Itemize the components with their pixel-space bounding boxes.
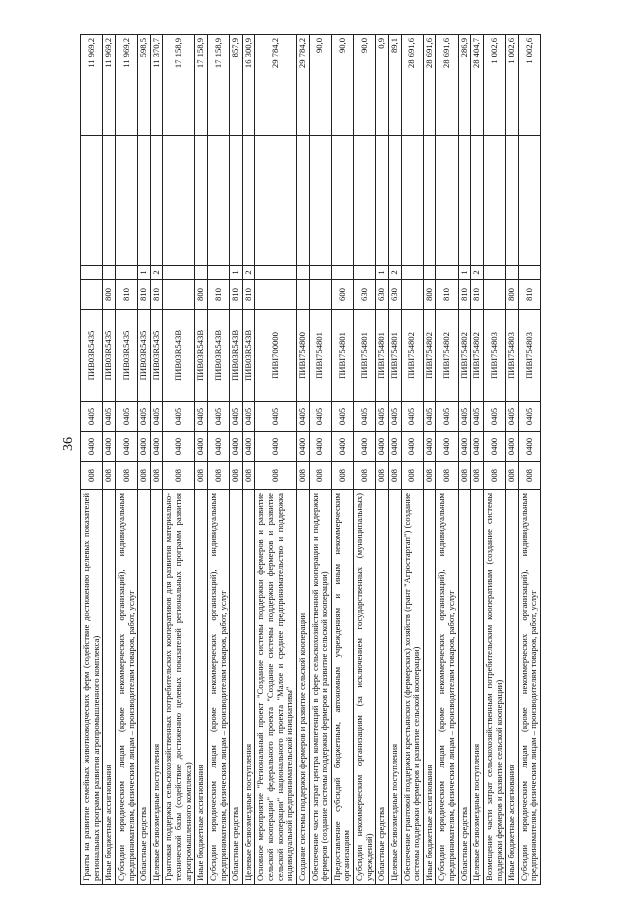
cell-subsection-code: 0405 bbox=[376, 402, 389, 432]
cell-extra bbox=[518, 136, 540, 266]
cell-extra bbox=[150, 136, 163, 266]
cell-funding-source bbox=[115, 266, 137, 280]
table-row bbox=[423, 35, 436, 885]
cell-target-article: ПИВ03R5435 bbox=[150, 310, 163, 402]
cell-description: Областные средства bbox=[138, 490, 151, 885]
cell-target-article: ПИВI754802 bbox=[471, 310, 484, 402]
cell-ministry-code: 008 bbox=[388, 462, 401, 490]
cell-expense-type bbox=[81, 280, 103, 310]
cell-target-article: ПИВI754803 bbox=[518, 310, 540, 402]
cell-extra bbox=[376, 136, 389, 266]
cell-section-code: 0400 bbox=[309, 432, 331, 462]
cell-subsection-code: 0405 bbox=[195, 402, 208, 432]
cell-subsection-code: 0405 bbox=[138, 402, 151, 432]
table-row bbox=[207, 35, 229, 885]
cell-description: Возмещение части затрат сельскохозяйственным потребительским кооперативам (создание системы поддержки фермеров и развитие сельской кооперации) bbox=[483, 490, 505, 885]
cell-funding-source bbox=[195, 266, 208, 280]
cell-target-article: ПИВI754803 bbox=[483, 310, 505, 402]
cell-section-code: 0400 bbox=[138, 432, 151, 462]
cell-funding-source: 1 bbox=[376, 266, 389, 280]
cell-amount: 28 691,6 bbox=[423, 35, 436, 136]
cell-expense-type: 810 bbox=[471, 280, 484, 310]
cell-extra bbox=[401, 136, 423, 266]
cell-target-article: ПИВI754802 bbox=[458, 310, 471, 402]
table-row bbox=[81, 35, 103, 885]
table-row bbox=[483, 35, 505, 885]
cell-section-code: 0400 bbox=[376, 432, 389, 462]
cell-extra bbox=[81, 136, 103, 266]
cell-description: Субсидии юридическим лицам (кроме некоммерческих организаций), индивидуальным предпринимателям, физическим лицам – производителям товаров, работ, услуг bbox=[436, 490, 458, 885]
cell-ministry-code: 008 bbox=[423, 462, 436, 490]
cell-extra bbox=[388, 136, 401, 266]
cell-subsection-code: 0405 bbox=[483, 402, 505, 432]
budget-table-body bbox=[81, 35, 541, 885]
cell-extra bbox=[255, 136, 297, 266]
cell-ministry-code: 008 bbox=[296, 462, 309, 490]
cell-subsection-code: 0405 bbox=[506, 402, 519, 432]
table-row bbox=[518, 35, 540, 885]
cell-target-article: ПИВ03R5435 bbox=[81, 310, 103, 402]
cell-target-article: ПИВI754802 bbox=[436, 310, 458, 402]
cell-description: Областные средства bbox=[230, 490, 243, 885]
cell-section-code: 0400 bbox=[354, 432, 376, 462]
cell-amount: 28 691,6 bbox=[436, 35, 458, 136]
cell-ministry-code: 008 bbox=[242, 462, 255, 490]
cell-expense-type bbox=[483, 280, 505, 310]
cell-amount: 28 691,6 bbox=[401, 35, 423, 136]
table-row bbox=[163, 35, 195, 885]
table-row bbox=[354, 35, 376, 885]
cell-funding-source bbox=[436, 266, 458, 280]
table-row bbox=[506, 35, 519, 885]
cell-description: Создание системы поддержки фермеров и развитие сельской кооперации bbox=[296, 490, 309, 885]
cell-funding-source bbox=[401, 266, 423, 280]
cell-ministry-code: 008 bbox=[506, 462, 519, 490]
cell-ministry-code: 008 bbox=[255, 462, 297, 490]
cell-ministry-code: 008 bbox=[471, 462, 484, 490]
cell-description: Обеспечение части затрат центра компетенций в сфере сельскохозяйственной кооперации и поддержки фермеров (создание системы поддержки фермеров и развитие сельской кооперации) bbox=[309, 490, 331, 885]
table-row bbox=[471, 35, 484, 885]
cell-extra bbox=[309, 136, 331, 266]
cell-expense-type: 800 bbox=[195, 280, 208, 310]
cell-funding-source bbox=[255, 266, 297, 280]
cell-description: Грантовая поддержка сельскохозяйственных потребительских кооперативов для развития материально-технической базы (содействие достижению целевых показателей региональных программ развития агропромышленного комплекса) bbox=[163, 490, 195, 885]
cell-expense-type: 630 bbox=[354, 280, 376, 310]
cell-section-code: 0400 bbox=[388, 432, 401, 462]
cell-subsection-code: 0405 bbox=[150, 402, 163, 432]
cell-amount: 28 404,7 bbox=[471, 35, 484, 136]
cell-description: Областные средства bbox=[458, 490, 471, 885]
cell-funding-source bbox=[309, 266, 331, 280]
budget-table bbox=[80, 34, 541, 885]
cell-amount: 598,5 bbox=[138, 35, 151, 136]
cell-extra bbox=[354, 136, 376, 266]
cell-ministry-code: 008 bbox=[401, 462, 423, 490]
cell-funding-source: 2 bbox=[242, 266, 255, 280]
cell-funding-source bbox=[103, 266, 116, 280]
cell-expense-type bbox=[255, 280, 297, 310]
cell-extra bbox=[195, 136, 208, 266]
cell-section-code: 0400 bbox=[230, 432, 243, 462]
cell-expense-type: 800 bbox=[506, 280, 519, 310]
cell-amount: 17 158,9 bbox=[195, 35, 208, 136]
cell-extra bbox=[471, 136, 484, 266]
table-row bbox=[255, 35, 297, 885]
cell-funding-source: 1 bbox=[138, 266, 151, 280]
cell-amount: 11 969,2 bbox=[81, 35, 103, 136]
cell-amount: 857,9 bbox=[230, 35, 243, 136]
cell-target-article: ПИВ03R5435 bbox=[138, 310, 151, 402]
cell-section-code: 0400 bbox=[471, 432, 484, 462]
cell-section-code: 0400 bbox=[195, 432, 208, 462]
cell-section-code: 0400 bbox=[207, 432, 229, 462]
cell-amount: 1 002,6 bbox=[518, 35, 540, 136]
cell-expense-type bbox=[163, 280, 195, 310]
cell-subsection-code: 0405 bbox=[471, 402, 484, 432]
cell-funding-source bbox=[296, 266, 309, 280]
cell-expense-type bbox=[401, 280, 423, 310]
cell-section-code: 0400 bbox=[242, 432, 255, 462]
cell-funding-source bbox=[506, 266, 519, 280]
cell-expense-type bbox=[309, 280, 331, 310]
table-row bbox=[331, 35, 353, 885]
cell-funding-source bbox=[207, 266, 229, 280]
cell-expense-type: 810 bbox=[115, 280, 137, 310]
cell-extra bbox=[483, 136, 505, 266]
cell-extra bbox=[423, 136, 436, 266]
cell-description: Целевые безвозмездные поступления bbox=[471, 490, 484, 885]
cell-subsection-code: 0405 bbox=[163, 402, 195, 432]
cell-target-article: ПИВI754801 bbox=[388, 310, 401, 402]
cell-subsection-code: 0405 bbox=[242, 402, 255, 432]
cell-section-code: 0400 bbox=[115, 432, 137, 462]
cell-ministry-code: 008 bbox=[331, 462, 353, 490]
cell-amount: 17 158,9 bbox=[163, 35, 195, 136]
cell-amount: 90,0 bbox=[354, 35, 376, 136]
cell-target-article: ПИВ03R5435 bbox=[115, 310, 137, 402]
rotated-table-container bbox=[80, 35, 580, 885]
cell-description: Иные бюджетные ассигнования bbox=[103, 490, 116, 885]
cell-amount: 29 784,2 bbox=[255, 35, 297, 136]
cell-amount: 0,9 bbox=[376, 35, 389, 136]
cell-target-article: ПИВI754801 bbox=[331, 310, 353, 402]
table-row bbox=[115, 35, 137, 885]
cell-target-article: ПИВI754801 bbox=[354, 310, 376, 402]
cell-description: Целевые безвозмездные поступления bbox=[150, 490, 163, 885]
cell-ministry-code: 008 bbox=[436, 462, 458, 490]
cell-funding-source: 2 bbox=[150, 266, 163, 280]
cell-section-code: 0400 bbox=[483, 432, 505, 462]
cell-ministry-code: 008 bbox=[376, 462, 389, 490]
cell-expense-type: 800 bbox=[423, 280, 436, 310]
cell-expense-type: 810 bbox=[138, 280, 151, 310]
cell-ministry-code: 008 bbox=[483, 462, 505, 490]
cell-subsection-code: 0405 bbox=[309, 402, 331, 432]
cell-target-article: ПИВ03R543В bbox=[230, 310, 243, 402]
cell-target-article: ПИВ03R5435 bbox=[103, 310, 116, 402]
cell-subsection-code: 0405 bbox=[331, 402, 353, 432]
table-row bbox=[388, 35, 401, 885]
cell-description: Областные средства bbox=[376, 490, 389, 885]
cell-expense-type: 810 bbox=[518, 280, 540, 310]
cell-section-code: 0400 bbox=[296, 432, 309, 462]
cell-expense-type: 600 bbox=[331, 280, 353, 310]
cell-ministry-code: 008 bbox=[458, 462, 471, 490]
cell-subsection-code: 0405 bbox=[458, 402, 471, 432]
cell-description: Субсидии юридическим лицам (кроме некоммерческих организаций), индивидуальным предпринимателям, физическим лицам – производителям товаров, работ, услуг bbox=[115, 490, 137, 885]
table-row bbox=[436, 35, 458, 885]
cell-funding-source bbox=[354, 266, 376, 280]
cell-target-article: ПИВI754802 bbox=[423, 310, 436, 402]
cell-expense-type bbox=[296, 280, 309, 310]
cell-ministry-code: 008 bbox=[150, 462, 163, 490]
cell-funding-source: 1 bbox=[230, 266, 243, 280]
page-number: 36 bbox=[61, 437, 76, 451]
table-row bbox=[242, 35, 255, 885]
cell-ministry-code: 008 bbox=[354, 462, 376, 490]
cell-description: Субсидии юридическим лицам (кроме некоммерческих организаций), индивидуальным предпринимателям, физическим лицам – производителям товаров, работ, услуг bbox=[518, 490, 540, 885]
cell-description: Целевые безвозмездные поступления bbox=[242, 490, 255, 885]
cell-subsection-code: 0405 bbox=[115, 402, 137, 432]
cell-extra bbox=[230, 136, 243, 266]
cell-subsection-code: 0405 bbox=[388, 402, 401, 432]
cell-expense-type: 810 bbox=[458, 280, 471, 310]
cell-ministry-code: 008 bbox=[138, 462, 151, 490]
cell-target-article: ПИВI700000 bbox=[255, 310, 297, 402]
cell-extra bbox=[103, 136, 116, 266]
cell-ministry-code: 008 bbox=[163, 462, 195, 490]
cell-description: Гранты на развитие семейных животноводческих ферм (содействие достижению целевых показателей региональных программ развития агропромышленного комплекса) bbox=[81, 490, 103, 885]
cell-amount: 11 969,2 bbox=[103, 35, 116, 136]
cell-ministry-code: 008 bbox=[103, 462, 116, 490]
cell-target-article: ПИВI754802 bbox=[401, 310, 423, 402]
cell-ministry-code: 008 bbox=[309, 462, 331, 490]
cell-extra bbox=[436, 136, 458, 266]
cell-subsection-code: 0405 bbox=[207, 402, 229, 432]
cell-section-code: 0400 bbox=[436, 432, 458, 462]
table-row bbox=[150, 35, 163, 885]
table-row bbox=[401, 35, 423, 885]
cell-funding-source bbox=[331, 266, 353, 280]
cell-funding-source bbox=[518, 266, 540, 280]
cell-funding-source bbox=[81, 266, 103, 280]
cell-amount: 29 784,2 bbox=[296, 35, 309, 136]
cell-ministry-code: 008 bbox=[518, 462, 540, 490]
cell-funding-source: 2 bbox=[388, 266, 401, 280]
cell-description: Иные бюджетные ассигнования bbox=[423, 490, 436, 885]
cell-section-code: 0400 bbox=[458, 432, 471, 462]
cell-target-article: ПИВ03R543В bbox=[163, 310, 195, 402]
cell-description: Субсидии юридическим лицам (кроме некоммерческих организаций), индивидуальным предпринимателям, физическим лицам – производителям товаров, работ, услуг bbox=[207, 490, 229, 885]
cell-ministry-code: 008 bbox=[115, 462, 137, 490]
cell-description: Иные бюджетные ассигнования bbox=[506, 490, 519, 885]
cell-extra bbox=[115, 136, 137, 266]
cell-target-article: ПИВ03R543В bbox=[207, 310, 229, 402]
cell-extra bbox=[506, 136, 519, 266]
cell-target-article: ПИВI754800 bbox=[296, 310, 309, 402]
table-row bbox=[296, 35, 309, 885]
cell-section-code: 0400 bbox=[103, 432, 116, 462]
cell-ministry-code: 008 bbox=[230, 462, 243, 490]
cell-description: Целевые безвозмездные поступления bbox=[388, 490, 401, 885]
cell-section-code: 0400 bbox=[150, 432, 163, 462]
cell-extra bbox=[207, 136, 229, 266]
cell-target-article: ПИВI754803 bbox=[506, 310, 519, 402]
cell-expense-type: 630 bbox=[388, 280, 401, 310]
cell-amount: 17 158,9 bbox=[207, 35, 229, 136]
cell-amount: 286,9 bbox=[458, 35, 471, 136]
cell-amount: 11 370,7 bbox=[150, 35, 163, 136]
table-row bbox=[458, 35, 471, 885]
cell-funding-source bbox=[163, 266, 195, 280]
cell-extra bbox=[458, 136, 471, 266]
cell-extra bbox=[163, 136, 195, 266]
table-row bbox=[103, 35, 116, 885]
cell-section-code: 0400 bbox=[163, 432, 195, 462]
cell-extra bbox=[296, 136, 309, 266]
cell-section-code: 0400 bbox=[423, 432, 436, 462]
cell-section-code: 0400 bbox=[81, 432, 103, 462]
cell-subsection-code: 0405 bbox=[354, 402, 376, 432]
cell-extra bbox=[331, 136, 353, 266]
cell-ministry-code: 008 bbox=[195, 462, 208, 490]
cell-subsection-code: 0405 bbox=[518, 402, 540, 432]
cell-expense-type: 810 bbox=[230, 280, 243, 310]
table-row bbox=[376, 35, 389, 885]
cell-subsection-code: 0405 bbox=[401, 402, 423, 432]
cell-funding-source: 2 bbox=[471, 266, 484, 280]
cell-funding-source bbox=[423, 266, 436, 280]
cell-subsection-code: 0405 bbox=[81, 402, 103, 432]
cell-ministry-code: 008 bbox=[81, 462, 103, 490]
table-row bbox=[309, 35, 331, 885]
cell-extra bbox=[242, 136, 255, 266]
cell-target-article: ПИВI754801 bbox=[376, 310, 389, 402]
cell-subsection-code: 0405 bbox=[436, 402, 458, 432]
cell-expense-type: 810 bbox=[242, 280, 255, 310]
table-row bbox=[195, 35, 208, 885]
cell-expense-type: 810 bbox=[436, 280, 458, 310]
cell-amount: 16 300,9 bbox=[242, 35, 255, 136]
cell-section-code: 0400 bbox=[255, 432, 297, 462]
cell-description: Иные бюджетные ассигнования bbox=[195, 490, 208, 885]
cell-section-code: 0400 bbox=[401, 432, 423, 462]
cell-description: Обеспечение грантовой поддержки крестьянских (фермерских) хозяйств (грант "Агростартап") (создание системы поддержки фермеров и развитие сельской кооперации) bbox=[401, 490, 423, 885]
table-row bbox=[230, 35, 243, 885]
cell-description: Предоставление субсидий бюджетным, автономным учреждениям и иным некоммерческим организациям bbox=[331, 490, 353, 885]
cell-amount: 11 969,2 bbox=[115, 35, 137, 136]
cell-amount: 1 002,6 bbox=[506, 35, 519, 136]
cell-subsection-code: 0405 bbox=[296, 402, 309, 432]
cell-subsection-code: 0405 bbox=[103, 402, 116, 432]
cell-expense-type: 810 bbox=[150, 280, 163, 310]
cell-amount: 89,1 bbox=[388, 35, 401, 136]
cell-expense-type: 800 bbox=[103, 280, 116, 310]
cell-target-article: ПИВ03R543В bbox=[242, 310, 255, 402]
cell-target-article: ПИВ03R543В bbox=[195, 310, 208, 402]
cell-extra bbox=[138, 136, 151, 266]
cell-subsection-code: 0405 bbox=[423, 402, 436, 432]
table-row bbox=[138, 35, 151, 885]
cell-description: Субсидии некоммерческим организациям (за исключением государственных (муниципальных) учреждений) bbox=[354, 490, 376, 885]
cell-expense-type: 810 bbox=[207, 280, 229, 310]
cell-funding-source: 1 bbox=[458, 266, 471, 280]
cell-funding-source bbox=[483, 266, 505, 280]
cell-amount: 1 002,6 bbox=[483, 35, 505, 136]
cell-section-code: 0400 bbox=[518, 432, 540, 462]
cell-ministry-code: 008 bbox=[207, 462, 229, 490]
cell-section-code: 0400 bbox=[331, 432, 353, 462]
cell-subsection-code: 0405 bbox=[255, 402, 297, 432]
cell-target-article: ПИВI754801 bbox=[309, 310, 331, 402]
cell-amount: 90,0 bbox=[331, 35, 353, 136]
cell-expense-type: 630 bbox=[376, 280, 389, 310]
cell-section-code: 0400 bbox=[506, 432, 519, 462]
cell-description: Основное мероприятие "Региональный проект "Создание системы поддержки фермеров и развитие сельской кооперации" федерального проекта "Создание системы поддержки фермеров и развитие сельской кооперации" национального проекта "Малое и среднее предпринимательство и поддержка индивидуальной предпринимательской инициативы" bbox=[255, 490, 297, 885]
cell-amount: 90,0 bbox=[309, 35, 331, 136]
cell-subsection-code: 0405 bbox=[230, 402, 243, 432]
